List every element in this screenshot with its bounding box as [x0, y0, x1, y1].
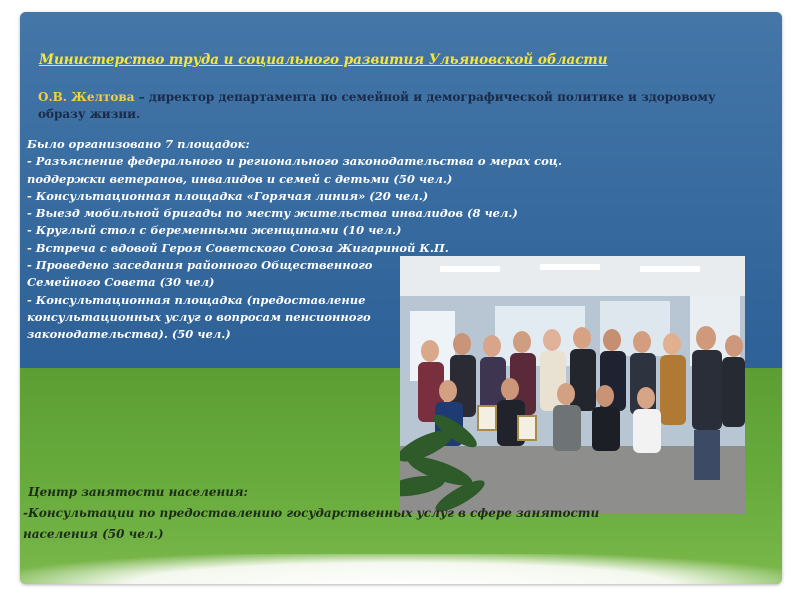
director-name: О.В. Желтова: [38, 90, 135, 104]
list-intro: Было организовано 7 площадок:: [27, 137, 250, 151]
list-line: - Круглый стол с беременными женщинами (10 чел.): [27, 223, 402, 238]
director-position: – директор департамента по семейной и демографической политике и здоровому образу жизни.: [38, 90, 716, 121]
list-line: поддержки ветеранов, инвалидов и семей с детьми (50 чел.): [27, 171, 453, 186]
employment-line-1: -Консультации по предоставлению государственных услуг в сфере занятости: [23, 506, 600, 520]
employment-heading: Центр занятости населения:: [28, 485, 248, 499]
list-line: - Консультационная площадка «Горячая линия» (20 чел.): [27, 188, 429, 203]
group-photo: [400, 256, 745, 514]
list-line: - Разъяснение федерального и регионального законодательства о мерах соц.: [27, 154, 563, 169]
bottom-highlight: [20, 554, 782, 584]
list-line: Семейного Совета (30 чел): [27, 275, 215, 290]
list-line: - Проведено заседания районного Общественного: [27, 258, 373, 273]
slide: [20, 12, 782, 584]
list-line: - Консультационная площадка (предоставление: [27, 292, 366, 307]
list-line: - Выезд мобильной бригады по месту жительства инвалидов (8 чел.): [27, 206, 518, 221]
group-photo-image: [400, 256, 745, 514]
employment-center-section: [23, 482, 663, 545]
employment-line-2: населения (50 чел.): [23, 527, 164, 541]
list-line: - Встреча с вдовой Героя Советского Союза Жигариной К.П.: [27, 240, 449, 255]
list-line: консультационных услуг о вопросам пенсионного: [27, 309, 371, 324]
slide-title: Министерство труда и социального развития Ульяновской области: [39, 52, 608, 68]
list-line: законодательства). (50 чел.): [27, 327, 231, 342]
director-line: [38, 89, 718, 123]
